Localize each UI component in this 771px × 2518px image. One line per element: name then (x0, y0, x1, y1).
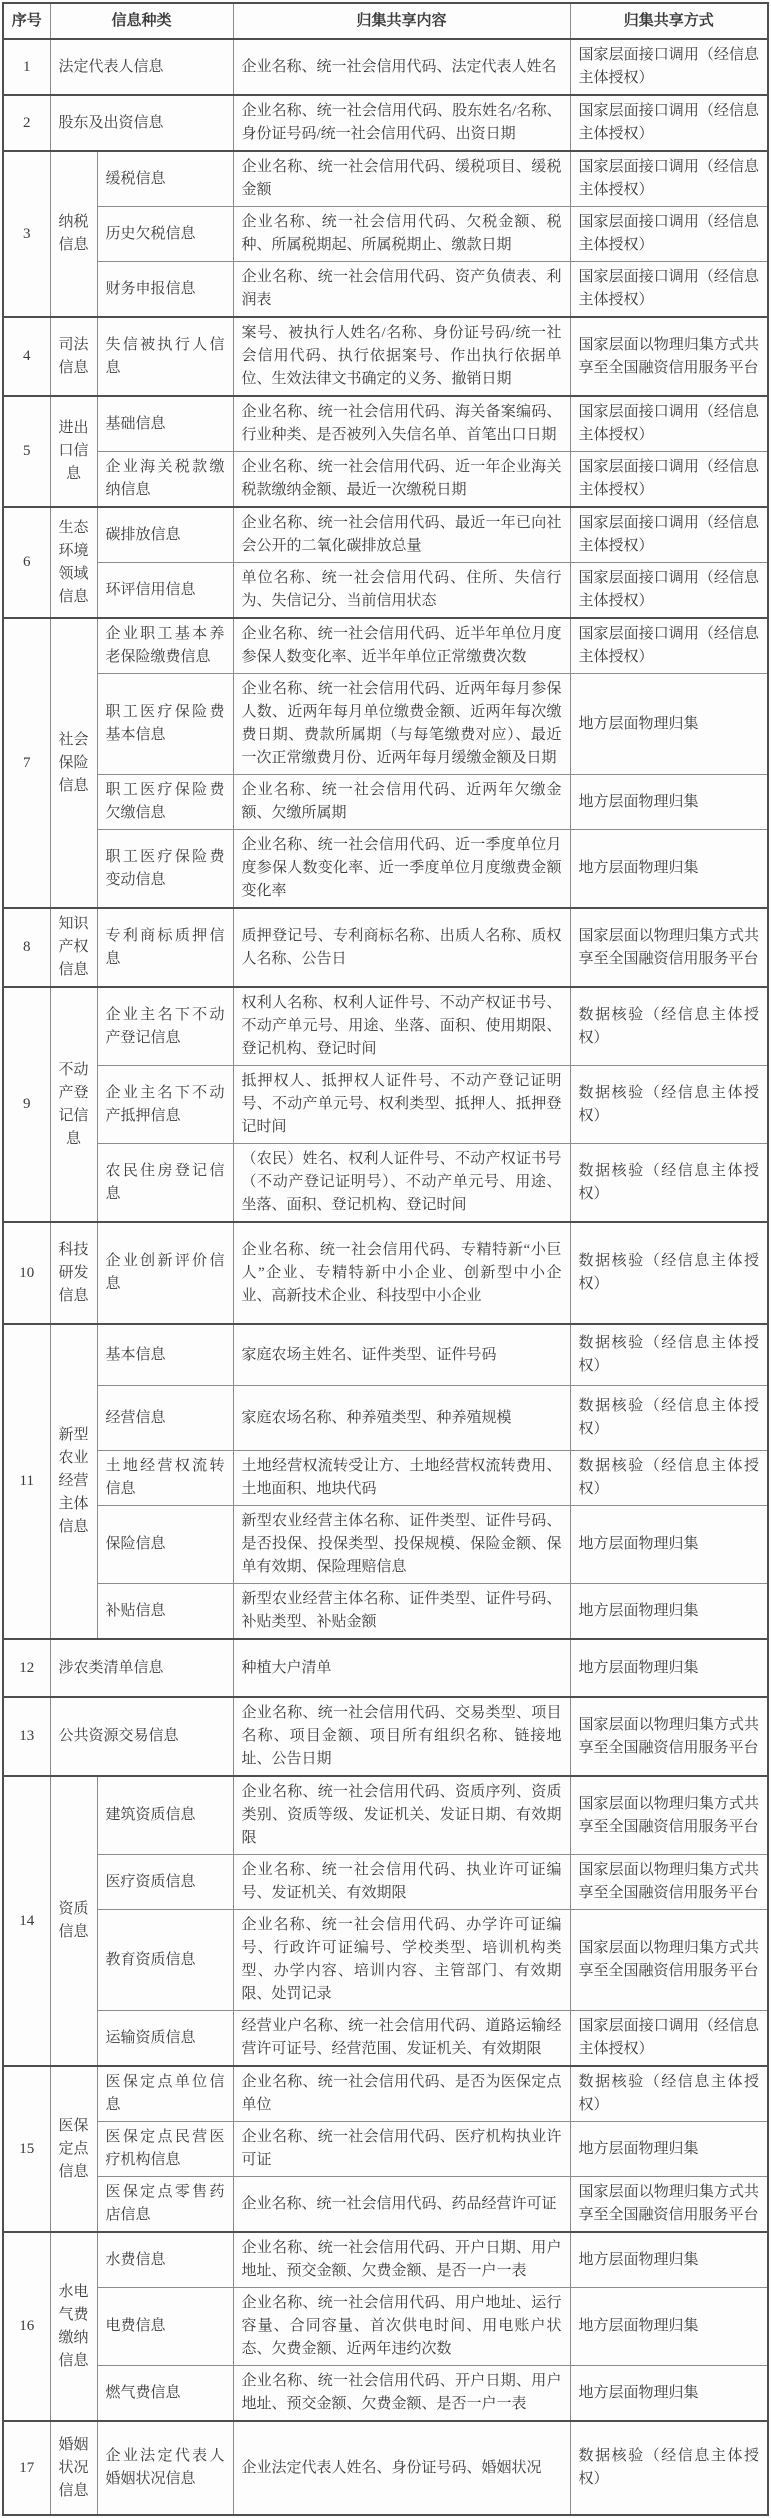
table-row (3, 1144, 768, 1223)
info-type: 医保定点零售药店信息 (97, 2177, 233, 2233)
info-category: 水电气费缴纳信息 (50, 2232, 97, 2421)
share-method: 数据核验（经信息主体授权） (570, 987, 768, 1066)
share-content: 企业名称、统一社会信用代码、缓税项目、缓税金额 (233, 151, 570, 207)
row-number: 13 (3, 1697, 50, 1776)
info-category: 医保定点信息 (50, 2066, 97, 2232)
share-method: 国家层面接口调用（经信息主体授权） (570, 262, 768, 318)
share-method: 国家层面接口调用（经信息主体授权） (570, 507, 768, 563)
info-category: 知识产权信息 (50, 908, 97, 987)
share-content: 企业名称、统一社会信用代码、近两年欠缴金额、欠缴所属期 (233, 775, 570, 830)
info-type: 企业创新评价信息 (97, 1222, 233, 1324)
share-method: 国家层面接口调用（经信息主体授权） (570, 151, 768, 207)
info-category: 婚姻状况信息 (50, 2421, 97, 2515)
share-content: 企业名称、统一社会信用代码、药品经营许可证 (233, 2177, 570, 2233)
row-number: 9 (3, 987, 50, 1222)
table-row (3, 674, 768, 775)
share-content: 企业名称、统一社会信用代码、近一季度单位月度参保人数变化率、近一季度单位月度缴费金额变化率 (233, 830, 570, 909)
info-type: 基本信息 (97, 1324, 233, 1386)
share-method: 数据核验（经信息主体授权） (570, 1324, 768, 1386)
info-type: 职工医疗保险费基本信息 (97, 674, 233, 775)
row-number: 15 (3, 2066, 50, 2232)
info-type: 保险信息 (97, 1506, 233, 1584)
share-content: 企业名称、统一社会信用代码、是否为医保定点单位 (233, 2066, 570, 2122)
table-row (3, 1584, 768, 1640)
info-type: 专利商标质押信息 (97, 908, 233, 987)
table-body (3, 39, 768, 2515)
share-method: 国家层面接口调用（经信息主体授权） (570, 2011, 768, 2067)
share-content: 质押登记号、专利商标名称、出质人名称、质权人名称、公告日 (233, 908, 570, 987)
share-content: 企业名称、统一社会信用代码、资产负债表、利润表 (233, 262, 570, 318)
table-row (3, 2011, 768, 2067)
info-type: 补贴信息 (97, 1584, 233, 1640)
share-method: 国家层面以物理归集方式共享至全国融资信用服务平台 (570, 908, 768, 987)
info-type: 涉农类清单信息 (50, 1639, 233, 1697)
info-type: 企业法定代表人婚姻状况信息 (97, 2421, 233, 2515)
share-method: 地方层面物理归集 (570, 775, 768, 830)
info-type: 缓税信息 (97, 151, 233, 207)
share-method: 数据核验（经信息主体授权） (570, 1451, 768, 1506)
row-number: 2 (3, 95, 50, 151)
info-category: 进出口信息 (50, 396, 97, 507)
row-number: 17 (3, 2421, 50, 2515)
info-category: 司法信息 (50, 317, 97, 396)
table-row (3, 1639, 768, 1697)
table-row (3, 563, 768, 619)
share-method: 地方层面物理归集 (570, 1584, 768, 1640)
share-content: 企业名称、统一社会信用代码、专精特新“小巨人”企业、专精特新中小企业、创新型中小企业、高新技术企业、科技型中小企业 (233, 1222, 570, 1324)
share-content: 企业名称、统一社会信用代码、股东姓名/名称、身份证号码/统一社会信用代码、出资日期 (233, 95, 570, 151)
share-content: 经营业户名称、统一社会信用代码、道路运输经营许可证号、经营范围、发证机关、有效期限 (233, 2011, 570, 2067)
table-row (3, 39, 768, 95)
share-content: 案号、被执行人姓名/名称、身份证号码/统一社会信用代码、执行依据案号、作出执行依据单位、生效法律文书确定的义务、撤销日期 (233, 317, 570, 396)
share-method: 数据核验（经信息主体授权） (570, 1144, 768, 1223)
table-row (3, 1855, 768, 1910)
table-row (3, 1324, 768, 1386)
share-content: 企业名称、统一社会信用代码、近半年单位月度参保人数变化率、近半年单位正常缴费次数 (233, 618, 570, 674)
info-type: 医保定点民营医疗机构信息 (97, 2122, 233, 2177)
table-row (3, 396, 768, 452)
share-content: 种植大户清单 (233, 1639, 570, 1697)
table-row (3, 2232, 768, 2288)
share-method: 地方层面物理归集 (570, 830, 768, 909)
header-cell-type: 信息种类 (50, 3, 233, 39)
share-content: 企业法定代表人姓名、身份证号码、婚姻状况 (233, 2421, 570, 2515)
info-type: 历史欠税信息 (97, 207, 233, 262)
share-content: 企业名称、统一社会信用代码、开户日期、用户地址、预交金额、欠费金额、是否一户一表 (233, 2232, 570, 2288)
info-category: 生态环境领域信息 (50, 507, 97, 618)
info-type: 医保定点单位信息 (97, 2066, 233, 2122)
table-row (3, 2177, 768, 2233)
share-method: 地方层面物理归集 (570, 2122, 768, 2177)
share-method: 地方层面物理归集 (570, 1639, 768, 1697)
info-type: 土地经营权流转信息 (97, 1451, 233, 1506)
share-method: 国家层面接口调用（经信息主体授权） (570, 207, 768, 262)
info-category: 新型农业经营主体信息 (50, 1324, 97, 1639)
share-method: 地方层面物理归集 (570, 2232, 768, 2288)
row-number: 11 (3, 1324, 50, 1639)
share-content: 企业名称、统一社会信用代码、开户日期、用户地址、预交金额、欠费金额、是否一户一表 (233, 2366, 570, 2422)
share-content: 权利人名称、权利人证件号、不动产权证书号、不动产单元号、用途、坐落、面积、使用期限、登记机构、登记时间 (233, 987, 570, 1066)
share-content: 企业名称、统一社会信用代码、资质序列、资质类别、资质等级、发证机关、发证日期、有效期限 (233, 1776, 570, 1855)
table-row (3, 1776, 768, 1855)
info-type: 基础信息 (97, 396, 233, 452)
share-content: 抵押权人、抵押权人证件号、不动产登记证明号、不动产单元号、权利类型、抵押人、抵押登记时间 (233, 1066, 570, 1144)
share-method: 国家层面接口调用（经信息主体授权） (570, 95, 768, 151)
table-row (3, 775, 768, 830)
share-content: 企业名称、统一社会信用代码、海关备案编码、行业种类、是否被列入失信名单、首笔出口日期 (233, 396, 570, 452)
info-type: 燃气费信息 (97, 2366, 233, 2422)
row-number: 10 (3, 1222, 50, 1324)
table-row (3, 2122, 768, 2177)
share-content: 家庭农场主姓名、证件类型、证件号码 (233, 1324, 570, 1386)
share-content: 企业名称、统一社会信用代码、最近一年已向社会公开的二氧化碳排放总量 (233, 507, 570, 563)
share-method: 国家层面以物理归集方式共享至全国融资信用服务平台 (570, 1910, 768, 2011)
share-content: 企业名称、统一社会信用代码、用户地址、运行容量、合同容量、首次供电时间、用电账户状态、欠费金额、近两年违约次数 (233, 2288, 570, 2366)
share-content: 新型农业经营主体名称、证件类型、证件号码、补贴类型、补贴金额 (233, 1584, 570, 1640)
share-content: 土地经营权流转受让方、土地经营权流转费用、土地面积、地块代码 (233, 1451, 570, 1506)
share-content: 单位名称、统一社会信用代码、住所、失信行为、失信记分、当前信用状态 (233, 563, 570, 619)
share-method: 国家层面接口调用（经信息主体授权） (570, 618, 768, 674)
info-category: 不动产登记信息 (50, 987, 97, 1222)
share-method: 国家层面接口调用（经信息主体授权） (570, 563, 768, 619)
share-method: 国家层面接口调用（经信息主体授权） (570, 396, 768, 452)
info-type: 财务申报信息 (97, 262, 233, 318)
share-method: 国家层面以物理归集方式共享至全国融资信用服务平台 (570, 2177, 768, 2233)
share-method: 地方层面物理归集 (570, 674, 768, 775)
table-row (3, 95, 768, 151)
share-method: 地方层面物理归集 (570, 1506, 768, 1584)
info-type: 环评信用信息 (97, 563, 233, 619)
table-header (3, 3, 768, 39)
share-method: 地方层面物理归集 (570, 2288, 768, 2366)
table-row (3, 2066, 768, 2122)
row-number: 3 (3, 151, 50, 317)
row-number: 6 (3, 507, 50, 618)
share-content: 企业名称、统一社会信用代码、近一年企业海关税款缴纳金额、最近一次缴税日期 (233, 452, 570, 508)
info-type: 职工医疗保险费欠缴信息 (97, 775, 233, 830)
table-row (3, 1386, 768, 1451)
info-type: 农民住房登记信息 (97, 1144, 233, 1223)
table-row (3, 830, 768, 909)
info-type: 医疗资质信息 (97, 1855, 233, 1910)
header-cell-method: 归集共享方式 (570, 3, 768, 39)
share-content: 企业名称、统一社会信用代码、执业许可证编号、发证机关、有效期限 (233, 1855, 570, 1910)
table-row (3, 2366, 768, 2422)
share-method: 数据核验（经信息主体授权） (570, 1066, 768, 1144)
info-sharing-table (2, 2, 769, 2516)
info-type: 企业海关税款缴纳信息 (97, 452, 233, 508)
table-row (3, 618, 768, 674)
share-method: 数据核验（经信息主体授权） (570, 1222, 768, 1324)
share-method: 数据核验（经信息主体授权） (570, 1386, 768, 1451)
info-type: 失信被执行人信息 (97, 317, 233, 396)
share-method: 数据核验（经信息主体授权） (570, 2421, 768, 2515)
info-category: 社会保险信息 (50, 618, 97, 908)
row-number: 16 (3, 2232, 50, 2421)
share-method: 国家层面以物理归集方式共享至全国融资信用服务平台 (570, 1855, 768, 1910)
row-number: 8 (3, 908, 50, 987)
table-row (3, 1222, 768, 1324)
table-row (3, 1910, 768, 2011)
table-row (3, 262, 768, 318)
table-row (3, 207, 768, 262)
info-type: 法定代表人信息 (50, 39, 233, 95)
info-type: 经营信息 (97, 1386, 233, 1451)
table-row (3, 507, 768, 563)
info-type: 碳排放信息 (97, 507, 233, 563)
info-type: 股东及出资信息 (50, 95, 233, 151)
info-type: 企业主名下不动产登记信息 (97, 987, 233, 1066)
table-row (3, 317, 768, 396)
info-type: 教育资质信息 (97, 1910, 233, 2011)
share-method: 国家层面接口调用（经信息主体授权） (570, 452, 768, 508)
row-number: 7 (3, 618, 50, 908)
share-method: 国家层面以物理归集方式共享至全国融资信用服务平台 (570, 317, 768, 396)
share-method: 数据核验（经信息主体授权） (570, 2066, 768, 2122)
info-type: 建筑资质信息 (97, 1776, 233, 1855)
table-row (3, 908, 768, 987)
table-row (3, 987, 768, 1066)
table-row (3, 151, 768, 207)
info-type: 电费信息 (97, 2288, 233, 2366)
table-row (3, 2288, 768, 2366)
share-method: 国家层面以物理归集方式共享至全国融资信用服务平台 (570, 1776, 768, 1855)
table-row (3, 1697, 768, 1776)
header-cell-no: 序号 (3, 3, 50, 39)
share-content: 企业名称、统一社会信用代码、医疗机构执业许可证 (233, 2122, 570, 2177)
table-row (3, 2421, 768, 2515)
info-type: 运输资质信息 (97, 2011, 233, 2067)
info-type: 企业主名下不动产抵押信息 (97, 1066, 233, 1144)
share-content: 新型农业经营主体名称、证件类型、证件号码、是否投保、投保类型、投保规模、保险金额、保单有效期、保险理赔信息 (233, 1506, 570, 1584)
row-number: 5 (3, 396, 50, 507)
share-content: 家庭农场名称、种养殖类型、种养殖规模 (233, 1386, 570, 1451)
info-category: 科技研发信息 (50, 1222, 97, 1324)
row-number: 4 (3, 317, 50, 396)
table-row (3, 452, 768, 508)
share-content: 企业名称、统一社会信用代码、欠税金额、税种、所属税期起、所属税期止、缴款日期 (233, 207, 570, 262)
info-category: 纳税信息 (50, 151, 97, 317)
row-number: 1 (3, 39, 50, 95)
row-number: 14 (3, 1776, 50, 2066)
info-type: 企业职工基本养老保险缴费信息 (97, 618, 233, 674)
info-category: 资质信息 (50, 1776, 97, 2066)
info-type: 职工医疗保险费变动信息 (97, 830, 233, 909)
share-content: （农民）姓名、权利人证件号、不动产权证书号（不动产登记证明号）、不动产单元号、用途、坐落、面积、登记机构、登记时间 (233, 1144, 570, 1223)
share-content: 企业名称、统一社会信用代码、交易类型、项目名称、项目金额、项目所有组织名称、链接地址、公告日期 (233, 1697, 570, 1776)
share-content: 企业名称、统一社会信用代码、法定代表人姓名 (233, 39, 570, 95)
info-type: 水费信息 (97, 2232, 233, 2288)
header-row (3, 3, 768, 39)
header-cell-content: 归集共享内容 (233, 3, 570, 39)
share-content: 企业名称、统一社会信用代码、近两年每月参保人数、近两年每月单位缴费金额、近两年每次缴费日期、费款所属期（与每笔缴费对应）、最近一次正常缴费月份、近两年每月缓缴金额及日期 (233, 674, 570, 775)
row-number: 12 (3, 1639, 50, 1697)
share-method: 国家层面接口调用（经信息主体授权） (570, 39, 768, 95)
share-method: 国家层面以物理归集方式共享至全国融资信用服务平台 (570, 1697, 768, 1776)
table-row (3, 1451, 768, 1506)
table-row (3, 1066, 768, 1144)
info-type: 公共资源交易信息 (50, 1697, 233, 1776)
share-content: 企业名称、统一社会信用代码、办学许可证编号、行政许可证编号、学校类型、培训机构类型、办学内容、培训内容、主管部门、有效期限、处罚记录 (233, 1910, 570, 2011)
table-row (3, 1506, 768, 1584)
share-method: 地方层面物理归集 (570, 2366, 768, 2422)
